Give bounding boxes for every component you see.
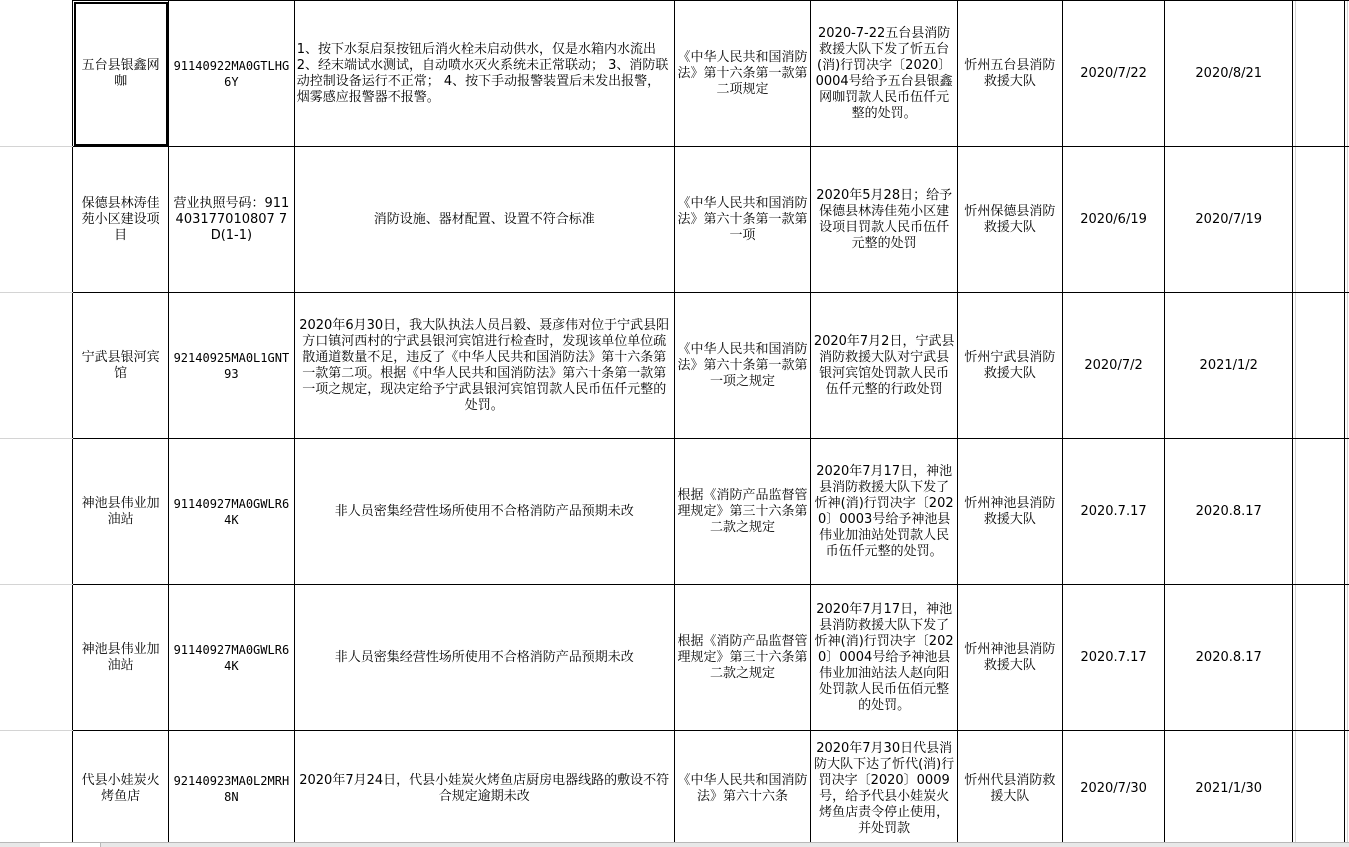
cell-authority[interactable]: 忻州保德县消防救援大队 (957, 147, 1062, 293)
table-row (0, 731, 1349, 847)
cell-end-date[interactable]: 2021/1/30 (1165, 731, 1293, 847)
row-header-cell[interactable] (0, 147, 73, 293)
table-row (0, 1, 1349, 147)
cell-empty[interactable] (1293, 731, 1345, 847)
cell-facts[interactable]: 2020年7月24日，代县小娃炭火烤鱼店厨房电器线路的敷设不符合规定逾期未改 (294, 731, 674, 847)
cell-empty[interactable] (1344, 293, 1349, 439)
row-header-cell[interactable] (0, 1, 73, 147)
cell-date[interactable]: 2020/6/19 (1062, 147, 1165, 293)
cell-code[interactable]: 92140925MA0L1GNT93 (169, 293, 295, 439)
cell-name[interactable]: 神池县伟业加油站 (73, 439, 169, 585)
cell-empty[interactable] (1344, 731, 1349, 847)
cell-empty[interactable] (1344, 439, 1349, 585)
cell-date[interactable]: 2020/7/2 (1062, 293, 1165, 439)
cell-empty[interactable] (1293, 1, 1345, 147)
cell-basis[interactable]: 《中华人民共和国消防法》第十六条第一款第二项规定 (674, 1, 811, 147)
table-row (0, 439, 1349, 585)
cell-name[interactable]: 神池县伟业加油站 (73, 585, 169, 731)
cell-empty[interactable] (1293, 439, 1345, 585)
cell-end-date[interactable]: 2020.8.17 (1165, 439, 1293, 585)
cell-date[interactable]: 2020/7/30 (1062, 731, 1165, 847)
cell-decision[interactable]: 2020年7月17日，神池县消防救援大队下发了忻神(消)行罚决字〔2020〕0004号给予神池县伟业加油站法人赵向阳处罚款人民币伍佰元整的处罚。 (811, 585, 958, 731)
cell-code[interactable]: 92140923MA0L2MRH8N (169, 731, 295, 847)
cell-basis[interactable]: 《中华人民共和国消防法》第六十条第一款第一项之规定 (674, 293, 811, 439)
cell-empty[interactable] (1293, 585, 1345, 731)
cell-empty[interactable] (1293, 147, 1345, 293)
cell-decision[interactable]: 2020年5月28日；给予保德县林涛佳苑小区建设项目罚款人民币伍仟元整的处罚 (811, 147, 958, 293)
cell-end-date[interactable]: 2020.8.17 (1165, 585, 1293, 731)
cell-date[interactable]: 2020.7.17 (1062, 439, 1165, 585)
cell-decision[interactable]: 2020-7-22五台县消防救援大队下发了忻五台(消)行罚决字〔2020〕0004号给予五台县银鑫网咖罚款人民币伍仟元整的处罚。 (811, 1, 958, 147)
cell-authority[interactable]: 忻州代县消防救援大队 (957, 731, 1062, 847)
cell-empty[interactable] (1344, 585, 1349, 731)
table-row (0, 147, 1349, 293)
cell-basis[interactable]: 《中华人民共和国消防法》第六十六条 (674, 731, 811, 847)
table-row (0, 293, 1349, 439)
cell-end-date[interactable]: 2020/7/19 (1165, 147, 1293, 293)
cell-empty[interactable] (1344, 147, 1349, 293)
cell-name[interactable]: 五台县银鑫网咖 (73, 1, 169, 147)
row-header-cell[interactable] (0, 293, 73, 439)
cell-authority[interactable]: 忻州宁武县消防救援大队 (957, 293, 1062, 439)
cell-basis[interactable]: 《中华人民共和国消防法》第六十条第一款第一项 (674, 147, 811, 293)
cell-basis[interactable]: 根据《消防产品监督管理规定》第三十六条第二款之规定 (674, 439, 811, 585)
cell-name[interactable]: 代县小娃炭火烤鱼店 (73, 731, 169, 847)
cell-facts[interactable]: 2020年6月30日，我大队执法人员吕毅、聂彦伟对位于宁武县阳方口镇河西村的宁武县银河宾馆进行检查时，发现该单位单位疏散通道数量不足，违反了《中华人民共和国消防法》第十六条第一款第二项。根据《中华人民共和国消防法》第六十条第一款第一项之规定，现决定给予宁武县银河宾馆罚款人民币伍仟元整的处罚。 (294, 293, 674, 439)
cell-decision[interactable]: 2020年7月2日，宁武县消防救援大队对宁武县银河宾馆处罚款人民币伍仟元整的行政处罚 (811, 293, 958, 439)
cell-basis[interactable]: 根据《消防产品监督管理规定》第三十六条第二款之规定 (674, 585, 811, 731)
cell-facts[interactable]: 非人员密集经营性场所使用不合格消防产品预期未改 (294, 585, 674, 731)
cell-decision[interactable]: 2020年7月30日代县消防大队下达了忻代(消)行罚决字〔2020〕0009号，给予代县小娃炭火烤鱼店责令停止使用，并处罚款 (811, 731, 958, 847)
cell-authority[interactable]: 忻州五台县消防救援大队 (957, 1, 1062, 147)
cell-date[interactable]: 2020/7/22 (1062, 1, 1165, 147)
row-header-cell[interactable] (0, 585, 73, 731)
cell-end-date[interactable]: 2021/1/2 (1165, 293, 1293, 439)
cell-name[interactable]: 保德县林涛佳苑小区建设项目 (73, 147, 169, 293)
cell-code[interactable]: 91140927MA0GWLR64K (169, 439, 295, 585)
sheet-tab[interactable] (40, 843, 101, 847)
row-header-cell[interactable] (0, 439, 73, 585)
cell-end-date[interactable]: 2020/8/21 (1165, 1, 1293, 147)
cell-date[interactable]: 2020.7.17 (1062, 585, 1165, 731)
cell-empty[interactable] (1293, 293, 1345, 439)
cell-authority[interactable]: 忻州神池县消防救援大队 (957, 585, 1062, 731)
cell-facts[interactable]: 非人员密集经营性场所使用不合格消防产品预期未改 (294, 439, 674, 585)
cell-code[interactable]: 91140922MA0GTLHG6Y (169, 1, 295, 147)
cell-name[interactable]: 宁武县银河宾馆 (73, 293, 169, 439)
sheet-tab-bar (0, 842, 1349, 847)
row-header-cell[interactable] (0, 731, 73, 847)
table-row (0, 585, 1349, 731)
cell-facts[interactable]: 1、按下水泵启泵按钮后消火栓未启动供水，仅是水箱内水流出 2、经末端试水测试，自动喷水灭火系统未正常联动； 3、消防联动控制设备运行不正常； 4、按下手动报警装置后未发出报警，烟雾感应报警器不报警。 (294, 1, 674, 147)
cell-code[interactable]: 91140927MA0GWLR64K (169, 585, 295, 731)
cell-authority[interactable]: 忻州神池县消防救援大队 (957, 439, 1062, 585)
cell-code[interactable]: 营业执照号码：911403177010807 7D(1-1) (169, 147, 295, 293)
cell-decision[interactable]: 2020年7月17日，神池县消防救援大队下发了忻神(消)行罚决字〔2020〕0003号给予神池县伟业加油站处罚款人民币伍仟元整的处罚。 (811, 439, 958, 585)
cell-facts[interactable]: 消防设施、器材配置、设置不符合标准 (294, 147, 674, 293)
cell-empty[interactable] (1344, 1, 1349, 147)
